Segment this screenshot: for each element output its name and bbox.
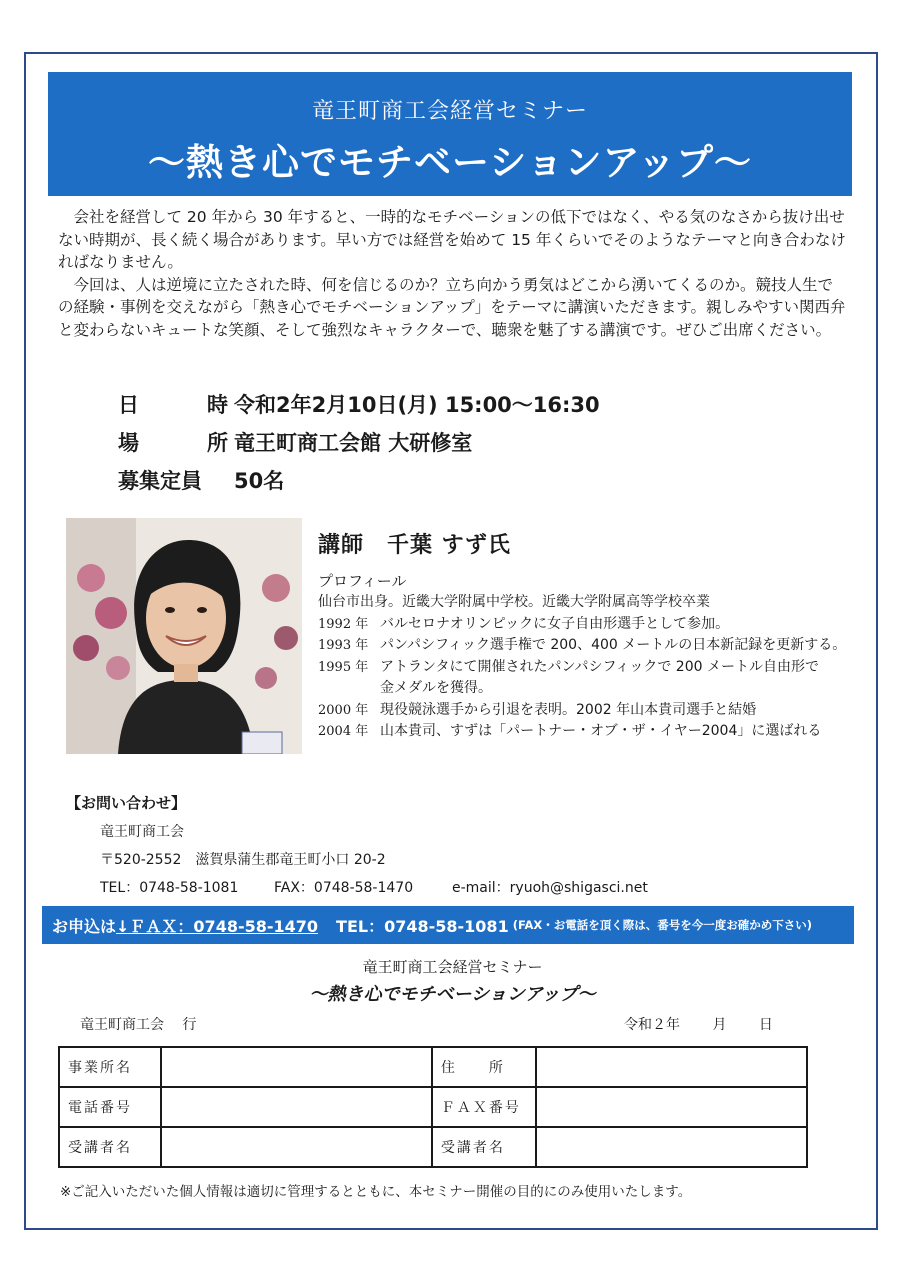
contact-numbers: [100, 874, 648, 902]
banner-subtitle: 竜王町商工会経営セミナー: [311, 99, 588, 124]
form-label-address: 住 所: [432, 1047, 536, 1087]
profile-item: [318, 614, 878, 636]
capacity-label: 募集定員: [118, 469, 202, 493]
capacity-row: [118, 462, 600, 500]
phone-field[interactable]: [161, 1087, 432, 1127]
datetime-label: [118, 386, 228, 424]
fax-field[interactable]: [536, 1087, 807, 1127]
apply-bar: [42, 906, 854, 944]
contact-heading: 【お問い合わせ】: [66, 794, 187, 812]
profile-year: 2000 年: [318, 702, 369, 718]
profile-heading: プロフィール: [318, 572, 407, 590]
form-row: [59, 1047, 807, 1087]
profile-list: [318, 592, 878, 743]
intro-paragraph-1: 会社を経営して 20 年から 30 年すると、一時的なモチベーションの低下ではなく、やる気のなさから抜け出せない時期が、長く続く場合があります。早い方では経営を始めて 15 年くらいでそのようなテーマと向き合わなければなりません。: [58, 208, 846, 271]
profile-text: 金メダルを獲得。: [380, 680, 492, 696]
profile-origin: 仙台市出身。近畿大学附属中学校。近畿大学附属高等学校卒業: [318, 594, 710, 610]
form-subtitle: 竜王町商工会経営セミナー: [362, 958, 543, 976]
profile-year: 1995 年: [318, 659, 369, 675]
attendee-1-field[interactable]: [161, 1127, 432, 1167]
form-title: ～熱き心でモチベーションアップ～: [309, 984, 596, 1005]
datetime-row: [118, 386, 600, 424]
apply-prefix: お申込は: [52, 916, 117, 936]
profile-year: 2004 年: [318, 724, 369, 739]
apply-tel-number[interactable]: TEL：0748-58-1081: [336, 916, 509, 936]
profile-year: 1993 年: [318, 638, 369, 653]
event-info: [118, 386, 600, 500]
speaker-name: 講師 千葉 すず氏: [318, 533, 511, 558]
place-label-part-1: 場: [118, 431, 139, 455]
header-banner: [48, 72, 852, 196]
apply-note: (FAX・お電話を頂く際は、番号を今一度お確かめ下さい): [512, 918, 813, 932]
profile-text: パンパシフィック選手権で 200、400 メートルの日本新記録を更新する。: [380, 637, 847, 653]
apply-fax-number[interactable]: ↓ＦＡＸ：0748-58-1470: [116, 916, 319, 936]
attendee-2-field[interactable]: [536, 1127, 807, 1167]
form-label-attendee-1: 受講者名: [59, 1127, 161, 1167]
speaker-portrait-illustration: [66, 518, 302, 754]
form-label-fax: ＦＡＸ番号: [432, 1087, 536, 1127]
profile-item: [318, 700, 878, 722]
place-row: [118, 424, 600, 462]
contact-block: [100, 818, 648, 902]
speaker-photo: [66, 518, 302, 754]
place-value: 竜王町商工会館 大研修室: [234, 431, 473, 455]
profile-item: [318, 635, 878, 657]
form-recipient: 竜王町商工会 行: [80, 1017, 197, 1033]
contact-address: 〒520-2552 滋賀県蒲生郡竜王町小口 20-2: [100, 852, 386, 868]
privacy-note: ※ご記入いただいた個人情報は適切に管理するとともに、本セミナー開催の目的にのみ使用いたします。: [60, 1184, 692, 1200]
form-row: [59, 1127, 807, 1167]
contact-fax: FAX：0748-58-1470: [274, 880, 414, 896]
contact-email[interactable]: e-mail：ryuoh@shigasci.net: [452, 880, 648, 896]
contact-org: 竜王町商工会: [100, 824, 184, 840]
form-date[interactable]: 令和２年 月 日: [624, 1017, 773, 1033]
datetime-label-part-1: 日: [118, 393, 139, 417]
banner-title: ～熱き心でモチベーションアップ～: [148, 140, 752, 184]
profile-item-continued: [318, 678, 878, 700]
place-label: [118, 424, 228, 462]
registration-form: [58, 1046, 808, 1168]
form-row: [59, 1087, 807, 1127]
form-label-business: 事業所名: [59, 1047, 161, 1087]
address-field[interactable]: [536, 1047, 807, 1087]
form-label-phone: 電話番号: [59, 1087, 161, 1127]
profile-text: 現役競泳選手から引退を表明。2002 年山本貴司選手と結婚: [380, 701, 757, 718]
datetime-label-part-2: 時: [207, 393, 228, 417]
form-label-attendee-2: 受講者名: [432, 1127, 536, 1167]
profile-year: 1992 年: [318, 616, 369, 632]
profile-item: [318, 657, 878, 679]
profile-text: アトランタにて開催されたパンパシフィックで 200 メートル自由形で: [380, 658, 819, 675]
capacity-value: 50名: [234, 469, 285, 493]
business-name-field[interactable]: [161, 1047, 432, 1087]
datetime-value: 令和2年2月10日(月) 15:00～16:30: [234, 393, 600, 417]
profile-text: 山本貴司、すずは「パートナー・オブ・ザ・イヤー2004」に選ばれる: [380, 723, 822, 739]
contact-tel: TEL：0748-58-1081: [100, 880, 239, 896]
intro-text: [58, 206, 848, 341]
profile-text: バルセロナオリンピックに女子自由形選手として参加。: [380, 615, 730, 632]
intro-paragraph-2: 今回は、人は逆境に立たされた時、何を信じるのか？立ち向かう勇気はどこから湧いてくるのか。競技人生での経験・事例を交えながら「熱き心でモチベーションアップ」をテーマに講演いただきます。親しみやすい関西弁と変わらないキュートな笑顔、そして強烈なキャラクターで、聴衆を魅了する講演です。ぜひご出席ください。: [58, 275, 846, 339]
profile-item: [318, 721, 878, 743]
place-label-part-2: 所: [207, 431, 228, 455]
